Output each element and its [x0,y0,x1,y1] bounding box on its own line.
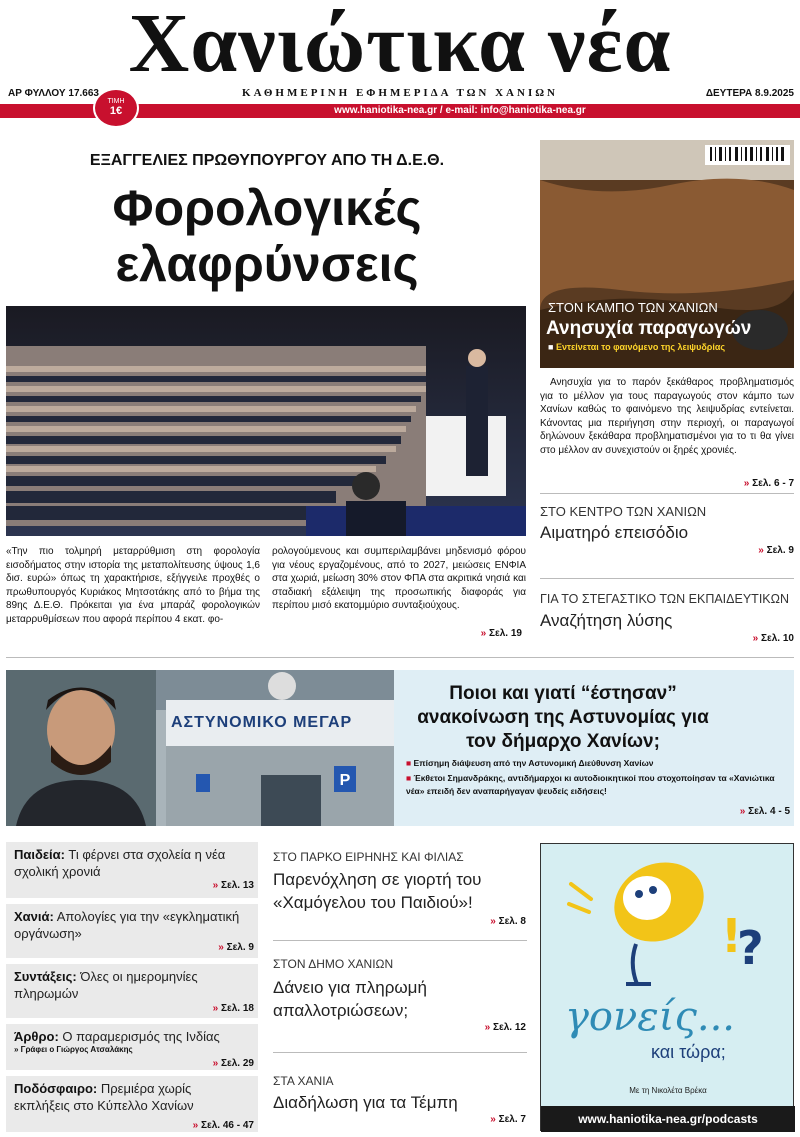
police-page-ref[interactable]: » Σελ. 4 - 5 [739,806,790,817]
list-item[interactable]: Άρθρο: Ο παραμερισμός της Ινδίας » Γράφει ο Γιώργος Ατσαλάκης [6,1024,258,1070]
mid-title[interactable]: Διαδήλωση για τα Τέμπη [273,1093,458,1112]
field-story-body: Ανησυχία για το παρόν ξεκάθαρος προβληματισμός για το μέλλον για τους παραγωγούς στον κάμπο των Χανίων καθώς το φαινόμενο της λειψυδρίας εντείνεται. Κάνοντας μια περιήγηση στην περιοχή, οι παραγωγοί δηλώνουν ξεκάθαρα προβληματισμένοι για το τι θα γίνει στο μέλλον αν συνεχιστούν οι ξηρές χρονιές. [540,377,794,456]
list-item-page-ref[interactable]: » Σελ. 29 [212,1058,254,1069]
police-bullet-1: ■ Επίσημη διάψευση από την Αστυνομική Διεύθυνση Χανίων [406,758,654,768]
police-photo [6,670,394,826]
divider [273,1052,527,1053]
field-photo-kicker: ΣΤΟΝ ΚΑΜΠΟ ΤΩΝ ΧΑΝΙΩΝ [548,300,718,315]
podcast-credit: Με τη Νικολέτα Βρέκα [629,1086,707,1095]
lead-col-2: ρολογούμενους και συμπεριλαμβάνει μηδενισμό φόρου για νέους εργαζομένους, από το 2027, μειώσεις ΕΝΦΙΑ στα χωριά, μείωση 30% στον ΦΠΑ στα ακριτικά νησιά και σταδιακή εξάλειψη της προσωπικής διαφοράς για περίπου μισό εκατομμύριο συνταξιούχους. [272,546,526,611]
housing-kicker: ΓΙΑ ΤΟ ΣΤΕΓΑΣΤΙΚΟ ΤΩΝ ΕΚΠΑΙΔΕΥΤΙΚΩΝ [540,592,789,606]
list-item-page-ref[interactable]: » Σελ. 46 - 47 [192,1120,254,1131]
podcast-brand: γονείς... [565,994,735,1040]
price-badge [93,88,139,128]
podcast-subtitle: και τώρα; [651,1042,726,1062]
mid-kicker: ΣΤΑ ΧΑΝΙΑ [273,1074,334,1088]
police-emblem-icon [268,672,296,700]
mid-kicker: ΣΤΟΝ ΔΗΜΟ ΧΑΝΙΩΝ [273,957,394,971]
police-bullet-2: ■ Έκθετοι Σημανδράκης, αντιδήμαρχοι κι αυτοδιοικητικοί που στοχοποίησαν τα «Χανιώτικα νέα» επειδή δεν αναπαρήγαγαν ψευδείς ειδήσεις! [406,773,775,796]
podcast-ad[interactable] [540,843,794,1131]
issue-date: ΔΕΥΤΕΡΑ 8.9.2025 [705,88,794,99]
divider [540,578,794,579]
list-item-page-ref[interactable]: » Σελ. 18 [212,1003,254,1014]
incident-title[interactable]: Αιματηρό επεισόδιο [540,523,689,542]
mid-page-ref[interactable]: » Σελ. 8 [490,916,526,927]
incident-page-ref[interactable]: » Σελ. 9 [758,545,794,556]
list-item-page-ref[interactable]: » Σελ. 9 [218,942,254,953]
list-item[interactable]: Συντάξεις: Όλες οι ημερομηνίες πληρωμών [6,964,258,1018]
list-item[interactable]: Ποδόσφαιρο: Πρεμιέρα χωρίς εκπλήξεις στο Κύπελλο Χανίων [6,1076,258,1132]
police-headline[interactable]: Ποιοι και γιατί “έστησαν” ανακοίνωση της Αστυνομίας για τον δήμαρχο Χανίων; [417,683,709,752]
price-value: 1€ [109,105,123,117]
housing-page-ref[interactable]: » Σελ. 10 [752,633,794,644]
lead-col-1: «Την πιο τολμηρή μεταρρύθμιση στη φορολογία εισοδήματος στην ιστορία της μεταπολίτευσης ύψους 1,6 δισ. ευρώ» όπως τη χαρακτήρισε, εξήγγειλε προχθές ο πρωθυπουργός Κυριάκος Μητσοτάκης από το βήμα της 89ης Δ.Ε.Θ. Πρόκειται για ένα μπαράζ φορολογικών μεταρρυθμίσεων που αφορά περίπου 4 εκατ. φο- [6,546,260,625]
mid-title[interactable]: Παρενόχληση σε γιορτή του «Χαμόγελου του Παιδιού»! [273,870,482,912]
police-building-sign: ΑΣΤΥΝΟΜΙΚΟ ΜΕΓΑΡ [171,714,353,731]
podcast-url[interactable]: www.haniotika-nea.gr/podcasts [541,1106,795,1132]
contact-link[interactable]: www.haniotika-nea.gr / e-mail: info@haniotika-nea.gr [334,105,586,116]
svg-text:P: P [339,772,351,789]
lead-headline[interactable]: Φορολογικές ελαφρύνσεις [112,180,422,292]
field-photo [540,140,794,368]
list-item[interactable]: Παιδεία: Τι φέρνει στα σχολεία η νέα σχολική χρονιά [6,842,258,898]
field-page-ref[interactable]: » Σελ. 6 - 7 [743,478,794,489]
incident-kicker: ΣΤΟ ΚΕΝΤΡΟ ΤΩΝ ΧΑΝΙΩΝ [540,504,707,519]
tagline: ΚΑΘΗΜΕΡΙΝΗ ΕΦΗΜΕΡΙΔΑ ΤΩΝ ΧΑΝΙΩΝ [242,87,558,99]
mid-page-ref[interactable]: » Σελ. 12 [484,1022,526,1033]
housing-title[interactable]: Αναζήτηση λύσης [540,611,673,630]
issue-number: ΑΡ ΦΥΛΛΟΥ 17.663 [8,88,99,99]
svg-text:?: ? [737,921,764,975]
lead-photo [6,306,526,536]
divider [6,657,794,658]
price-label: ΤΙΜΗ [107,98,125,105]
divider [540,493,794,494]
list-item-page-ref[interactable]: » Σελ. 13 [212,880,254,891]
mid-page-ref[interactable]: » Σελ. 7 [490,1114,526,1125]
divider [273,940,527,941]
list-item[interactable]: Χανιά: Απολογίες για την «εγκληματική οργάνωση» [6,904,258,958]
svg-text:!: ! [721,909,742,963]
mid-kicker: ΣΤΟ ΠΑΡΚΟ ΕΙΡΗΝΗΣ ΚΑΙ ΦΙΛΙΑΣ [273,850,464,864]
newspaper-masthead: Χανιώτικα νέα [128,0,672,90]
article-author: » Γράφει ο Γιώργος Ατσαλάκης [14,1045,133,1054]
lead-kicker: ΕΞΑΓΓΕΛΙΕΣ ΠΡΩΘΥΠΟΥΡΓΟΥ ΑΠΟ ΤΗ Δ.Ε.Θ. [89,152,445,169]
mid-title[interactable]: Δάνειο για πληρωμή απαλλοτριώσεων; [273,978,427,1020]
field-photo-headline[interactable]: Ανησυχία παραγωγών [546,318,752,339]
field-photo-sub: ■ Εντείνεται το φαινόμενο της λειψυδρίας [548,342,726,352]
lead-page-ref[interactable]: » Σελ. 19 [480,628,522,639]
